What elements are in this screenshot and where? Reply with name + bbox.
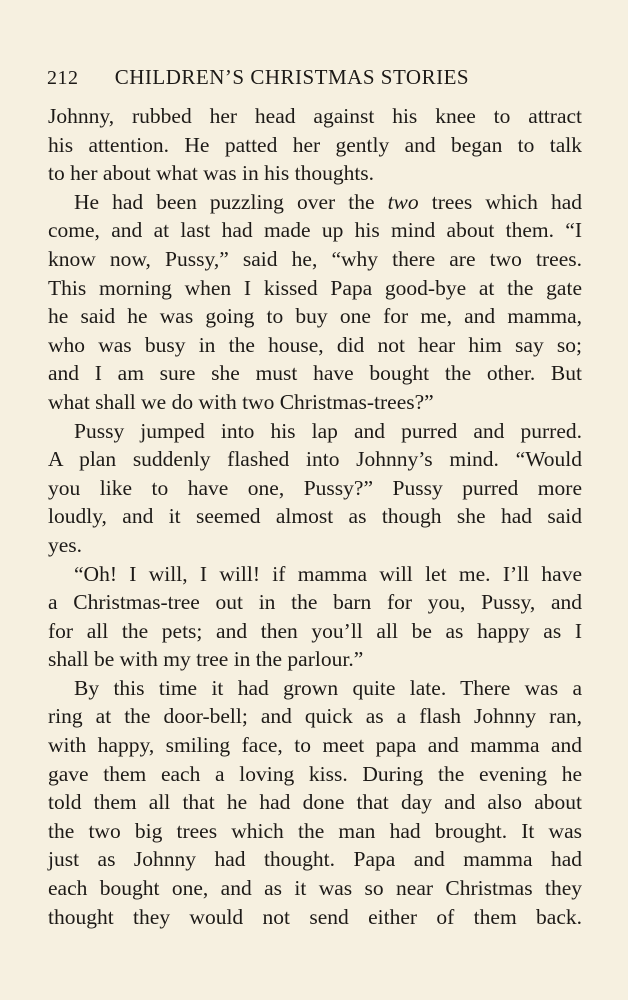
text-line: Johnny, rubbed her head against his knee to attract xyxy=(48,104,582,128)
text-line: with happy, smiling face, to meet papa and mamma and xyxy=(48,733,582,758)
text-line: gave them each a loving kiss. During the evening he xyxy=(48,761,582,786)
line-before-emphasis: He had been puzzling over the xyxy=(74,189,388,214)
paragraph-4 xyxy=(48,560,582,674)
text-line-with-emphasis xyxy=(48,188,582,217)
running-head xyxy=(47,62,567,92)
text-line: Pussy jumped into his lap and purred and purred. xyxy=(74,418,582,443)
text-line: his attention. He patted her gently and began to talk xyxy=(48,132,582,157)
paragraph-3 xyxy=(48,417,582,560)
text-line: who was busy in the house, did not hear him say so; xyxy=(48,332,582,357)
text-line: By this time it had grown quite late. There was a xyxy=(74,675,582,700)
line-after-emphasis: trees which had xyxy=(418,189,583,214)
running-head-title: CHILDREN’S CHRISTMAS STORIES xyxy=(114,65,470,89)
text-line: what shall we do with two Christmas-trees?” xyxy=(48,389,434,414)
text-line: the two big trees which the man had brought. It was xyxy=(48,818,582,843)
text-line: to her about what was in his thoughts. xyxy=(48,161,375,186)
page-number: 212 xyxy=(47,67,79,89)
text-line: a Christmas-tree out in the barn for you, Pussy, and xyxy=(48,590,582,615)
text-line: each bought one, and as it was so near Christmas they xyxy=(48,876,582,901)
text-line: thought they would not send either of them back. xyxy=(48,904,582,929)
emphasis-word: two xyxy=(387,189,419,214)
text-line: and I am sure she must have bought the other. But xyxy=(48,361,582,386)
text-line: This morning when I kissed Papa good-bye at the gate xyxy=(48,275,582,300)
paragraph-2 xyxy=(48,188,582,417)
text-line: yes. xyxy=(48,532,83,557)
body-text xyxy=(48,102,582,931)
text-line: shall be with my tree in the parlour.” xyxy=(48,647,364,672)
text-line: “Oh! I will, I will! if mamma will let me. I’ll have xyxy=(74,561,582,586)
paragraph-1 xyxy=(48,102,582,188)
paragraph-5 xyxy=(48,674,582,931)
text-line: A plan suddenly flashed into Johnny’s mind. “Would xyxy=(48,447,582,472)
text-line: know now, Pussy,” said he, “why there are two trees. xyxy=(48,246,582,271)
text-line: loudly, and it seemed almost as though she had said xyxy=(48,504,582,529)
text-line: ring at the door-bell; and quick as a flash Johnny ran, xyxy=(48,704,582,729)
text-line: he said he was going to buy one for me, and mamma, xyxy=(48,304,582,329)
text-line: for all the pets; and then you’ll all be as happy as I xyxy=(48,618,582,643)
text-line: come, and at last had made up his mind about them. “I xyxy=(48,218,582,243)
text-line: told them all that he had done that day and also about xyxy=(48,790,582,815)
text-line: you like to have one, Pussy?” Pussy purred more xyxy=(48,475,582,500)
text-line: just as Johnny had thought. Papa and mamma had xyxy=(48,847,582,872)
